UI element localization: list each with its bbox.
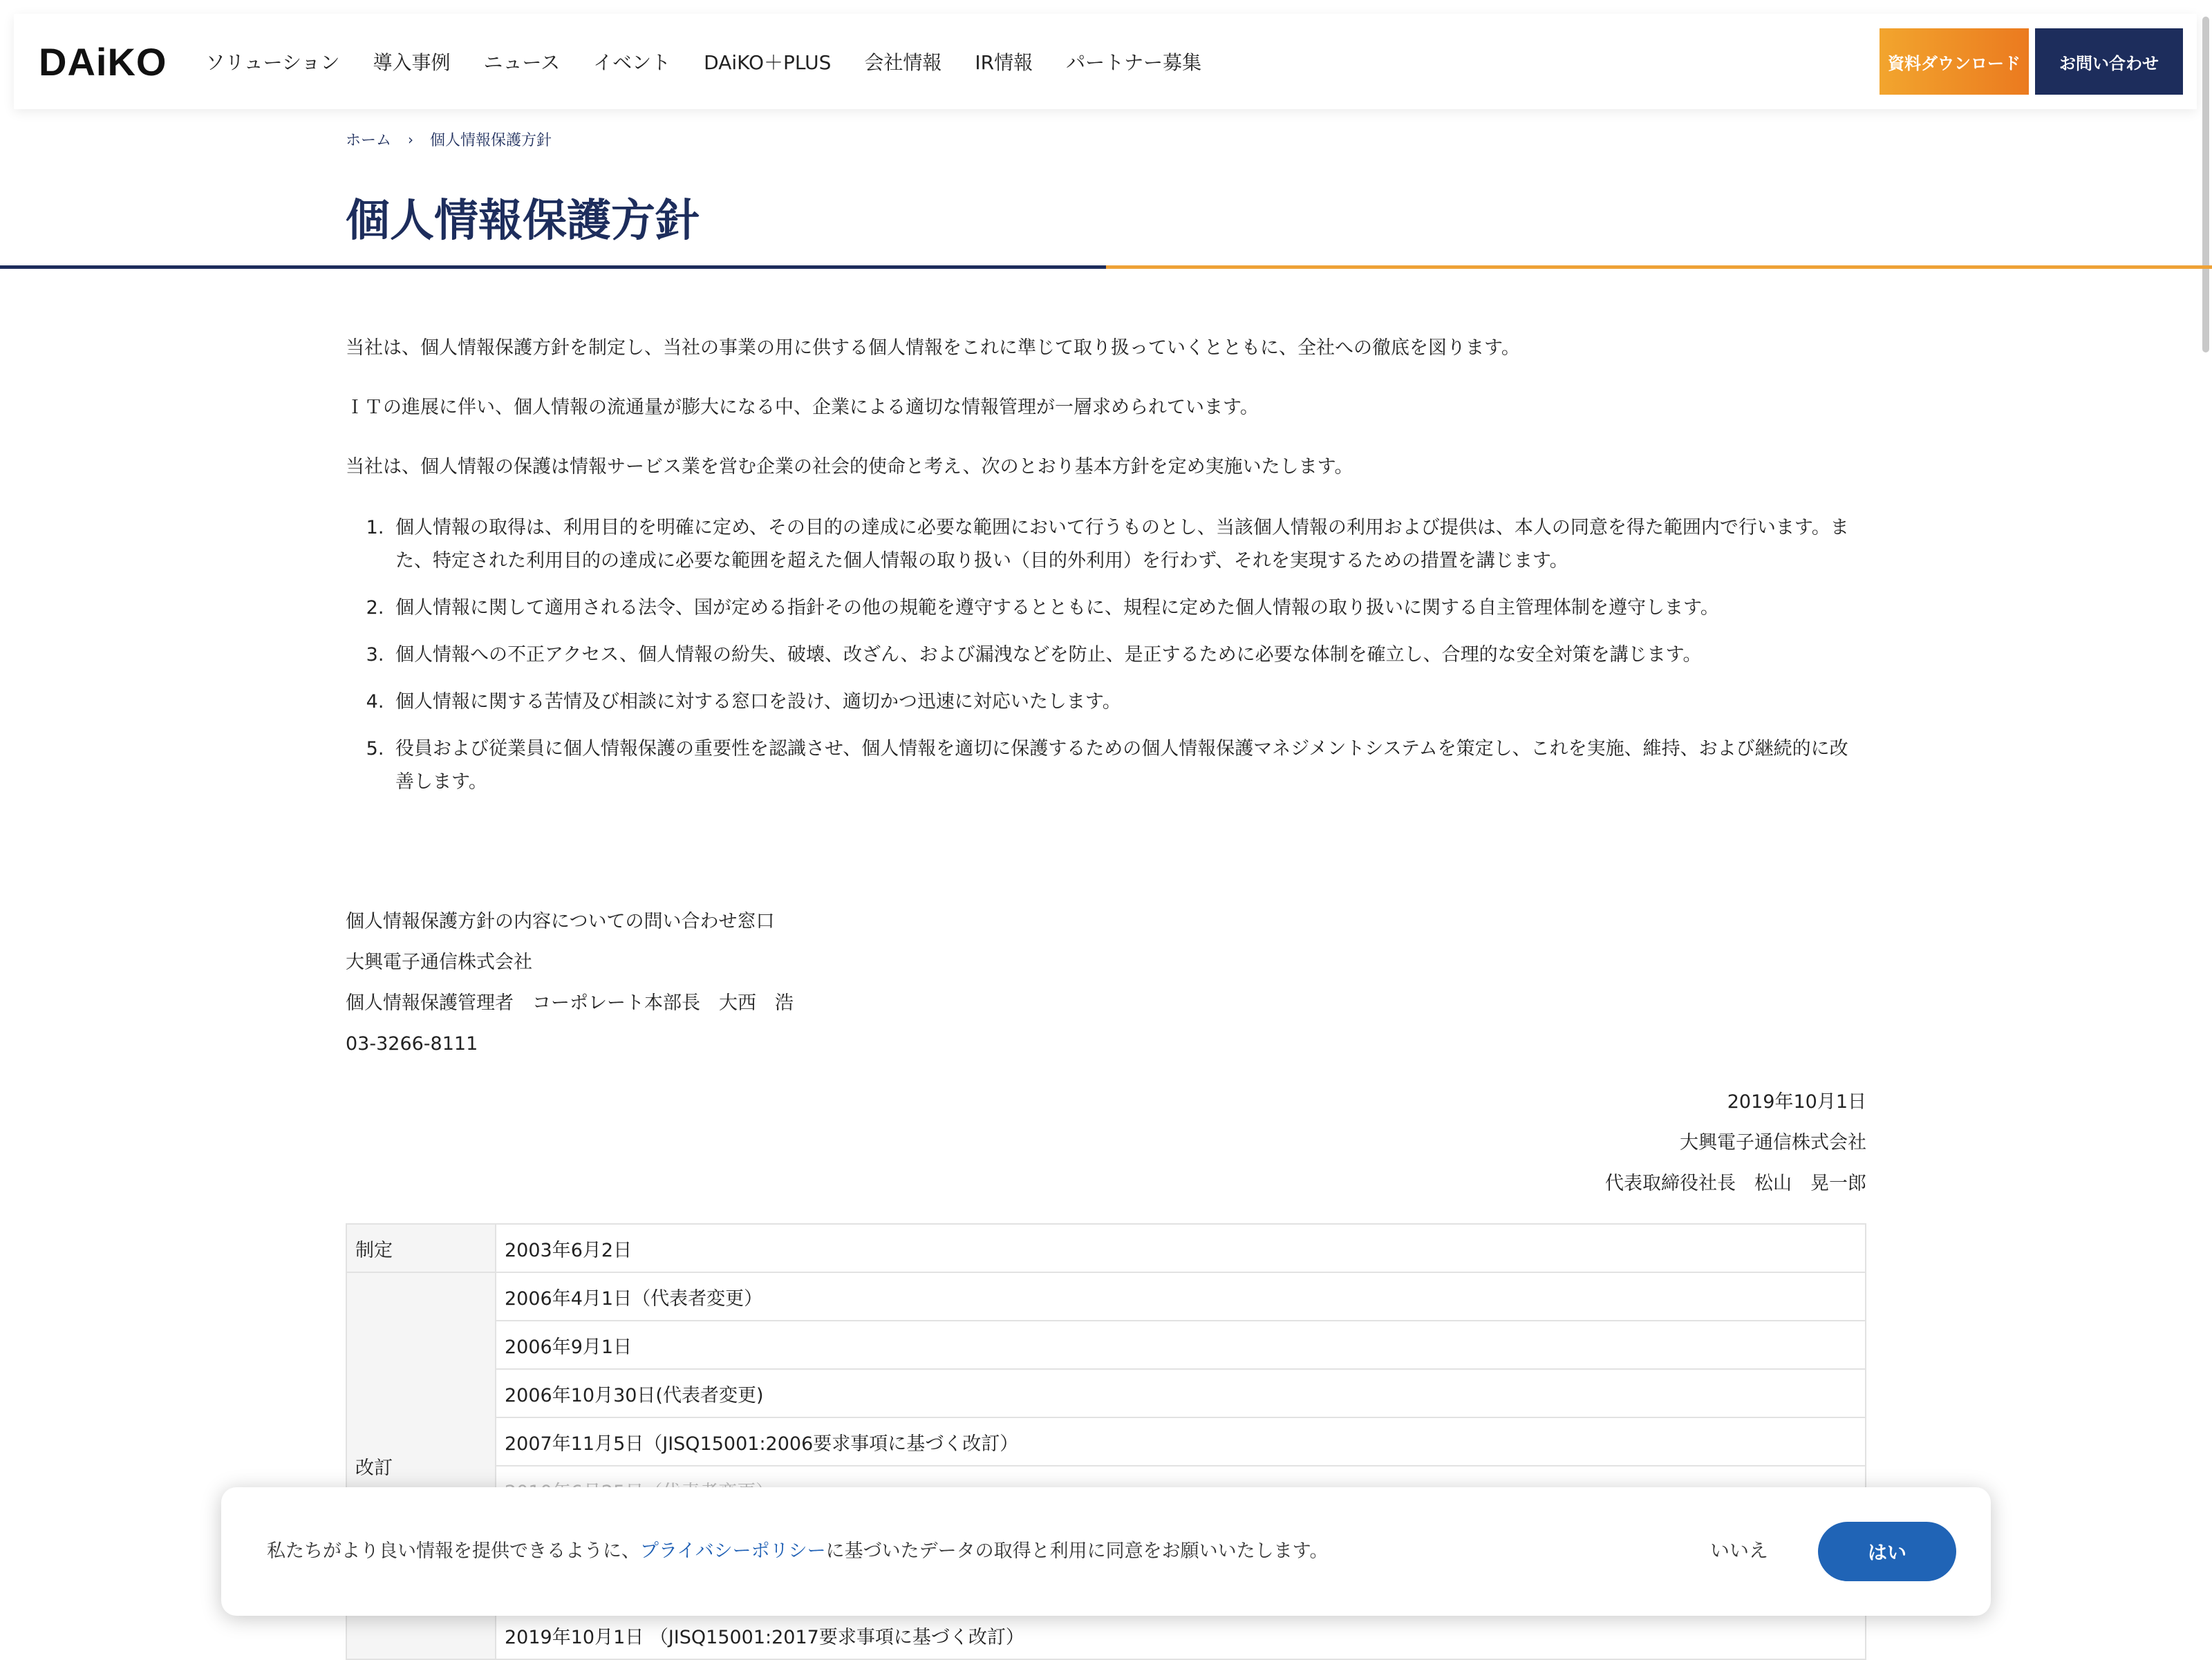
download-button[interactable]: 資料ダウンロード [1880, 28, 2029, 95]
cookie-decline-button[interactable]: いいえ [1710, 1539, 1769, 1562]
policy-item: 4. 個人情報に関する苦情及び相談に対する窓口を設け、適切かつ迅速に対応いたします。 [390, 686, 1866, 719]
revised-label: 改訂 [346, 1272, 496, 1659]
cookie-text-after: に基づいたデータの取得と利用に同意をお願いいたします。 [825, 1540, 1329, 1562]
cookie-consent-banner [221, 1487, 1991, 1616]
policy-item: 5. 役員および従業員に個人情報保護の重要性を認識させ、個人情報を適切に保護するための個人情報保護マネジメントシステムを策定し、これを実施、維持、および継続的に改善します。 [390, 733, 1866, 799]
signature-block [1605, 1082, 1866, 1204]
nav-item-daiko-plus[interactable]: DAiKO＋PLUS [704, 51, 832, 74]
revision-date: 2007年11月5日（JISQ15001:2006要求事項に基づく改訂） [496, 1417, 1866, 1466]
signature-president: 代表取締役社長 松山 晃一郎 [1605, 1173, 1866, 1194]
contact-company: 大興電子通信株式会社 [346, 952, 532, 973]
nav-item-solutions[interactable]: ソリューション [205, 51, 340, 74]
revision-date: 2006年4月1日（代表者変更） [496, 1272, 1866, 1321]
signature-date: 2019年10月1日 [1727, 1091, 1866, 1113]
revision-date: 2006年9月1日 [496, 1321, 1866, 1369]
site-header [14, 14, 2197, 109]
policy-content [346, 332, 1866, 813]
table-row [346, 1272, 1866, 1321]
policy-item: 1. 個人情報の取得は、利用目的を明確に定め、その目的の達成に必要な範囲において行うものとし、当該個人情報の利用および提供は、本人の同意を得た範囲内で行います。また、特定された利用目的の達成に必要な範囲を超えた個人情報の取り扱い（目的外利用）を行わず、それを実現するための措置を講じます。 [390, 511, 1866, 578]
breadcrumb [346, 129, 552, 150]
title-divider-orange [1106, 265, 2212, 269]
contact-heading: 個人情報保護方針の内容についての問い合わせ窓口 [346, 911, 775, 932]
table-row [346, 1224, 1866, 1272]
scrollbar[interactable] [2202, 17, 2209, 352]
nav-item-events[interactable]: イベント [593, 51, 671, 74]
revision-date: 2006年10月30日(代表者変更) [496, 1369, 1866, 1417]
nav-item-case-studies[interactable]: 導入事例 [373, 51, 451, 74]
cookie-accept-button[interactable]: はい [1818, 1522, 1956, 1581]
title-divider-navy [0, 265, 1106, 269]
cookie-text-before: 私たちがより良い情報を提供できるように、 [267, 1540, 640, 1562]
daiko-logo[interactable]: DAiKO [39, 39, 167, 84]
nav-item-ir[interactable]: IR情報 [975, 51, 1033, 74]
table-row [346, 1417, 1866, 1466]
page-title: 個人情報保護方針 [346, 196, 700, 247]
table-row [346, 1611, 1866, 1659]
intro-paragraph: 当社は、個人情報の保護は情報サービス業を営む企業の社会的使命と考え、次のとおり基本方針を定め実施いたします。 [346, 456, 1353, 478]
nav-item-partners[interactable]: パートナー募集 [1066, 51, 1202, 74]
signature-company: 大興電子通信株式会社 [1680, 1132, 1866, 1153]
privacy-policy-link[interactable]: プライバシーポリシー [640, 1540, 826, 1562]
cookie-message [267, 1536, 1329, 1563]
established-date: 2003年6月2日 [496, 1224, 1866, 1272]
contact-phone: 03-3266-8111 [346, 1033, 478, 1055]
nav-item-company[interactable]: 会社情報 [864, 51, 942, 74]
contact-block [346, 901, 794, 1064]
established-label: 制定 [346, 1224, 496, 1272]
policy-item: 3. 個人情報への不正アクセス、個人情報の紛失、破壊、改ざん、および漏洩などを防止、是正するために必要な体制を確立し、合理的な安全対策を講じます。 [390, 639, 1866, 672]
table-row [346, 1321, 1866, 1369]
main-nav [205, 48, 1235, 75]
policy-list [346, 511, 1866, 799]
nav-item-news[interactable]: ニュース [483, 51, 561, 74]
intro-paragraph: ＩＴの進展に伴い、個人情報の流通量が膨大になる中、企業による適切な情報管理が一層求められています。 [346, 397, 1259, 418]
table-row [346, 1369, 1866, 1417]
chevron-right-icon: › [408, 131, 414, 148]
breadcrumb-current: 個人情報保護方針 [430, 132, 552, 149]
intro-paragraph: 当社は、個人情報保護方針を制定し、当社の事業の用に供する個人情報をこれに準じて取り扱っていくとともに、全社への徹底を図ります。 [346, 337, 1520, 359]
contact-button[interactable]: お問い合わせ [2035, 28, 2183, 95]
revision-date: 2019年10月1日 （JISQ15001:2017要求事項に基づく改訂） [496, 1611, 1866, 1659]
policy-item: 2. 個人情報に関して適用される法令、国が定める指針その他の規範を遵守するとともに、規程に定めた個人情報の取り扱いに関する自主管理体制を遵守します。 [390, 592, 1866, 625]
breadcrumb-home[interactable]: ホーム [346, 132, 392, 149]
contact-manager: 個人情報保護管理者 コーポレート本部長 大西 浩 [346, 992, 794, 1014]
